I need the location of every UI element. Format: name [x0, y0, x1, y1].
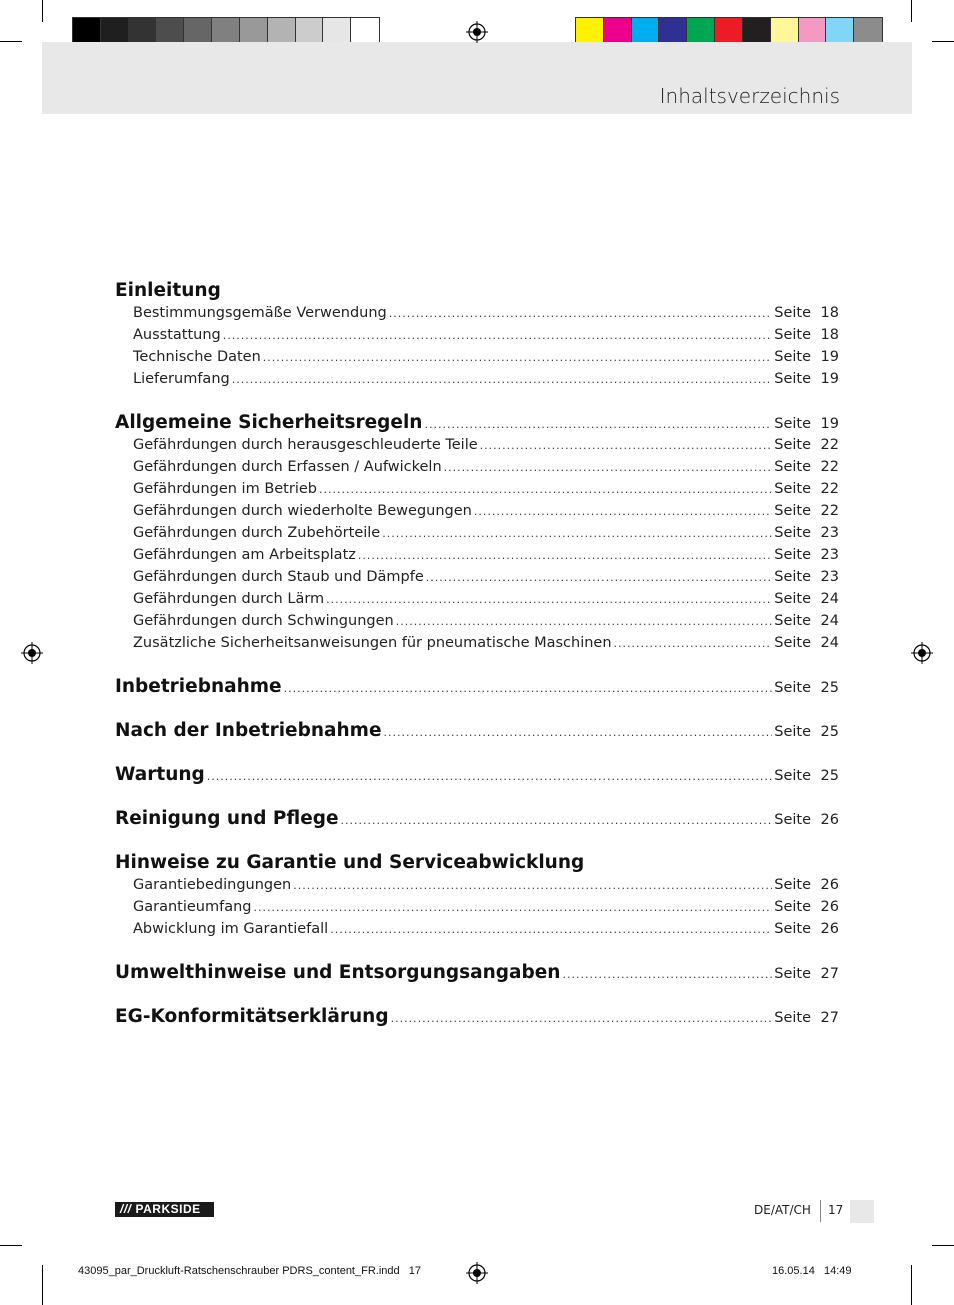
dot-leader — [444, 457, 773, 479]
dot-leader — [384, 722, 773, 744]
page-label: Seite — [774, 680, 811, 696]
page-reference — [774, 346, 839, 368]
page-label: Seite — [774, 416, 811, 432]
entry-label: Ausstattung — [133, 327, 221, 343]
page-reference — [774, 544, 839, 566]
toc-section[interactable] — [115, 852, 839, 874]
section-title: Inbetriebnahme — [115, 676, 282, 697]
page-reference — [774, 765, 839, 787]
page-num: 25 — [820, 768, 839, 784]
toc-entry[interactable] — [115, 566, 839, 588]
page-label: Seite — [774, 877, 811, 893]
page-num: 23 — [820, 569, 839, 585]
toc-entry[interactable] — [115, 346, 839, 368]
entry-label: Gefährdungen durch Erfassen / Aufwickeln — [133, 459, 442, 475]
page-num: 24 — [820, 635, 839, 651]
entry-label: Garantiebedingungen — [133, 877, 292, 893]
page-num: 25 — [820, 724, 839, 740]
page-num: 18 — [820, 327, 839, 343]
crop-mark — [0, 41, 22, 42]
page-reference — [774, 610, 839, 632]
entry-label: Bestimmungsgemäße Verwendung — [133, 305, 387, 321]
toc-section[interactable] — [115, 808, 839, 830]
entry-label: Gefährdungen durch herausgeschleuderte Teile — [133, 437, 478, 453]
page-label: Seite — [774, 349, 811, 365]
section-title: Hinweise zu Garantie und Serviceabwicklung — [115, 852, 585, 873]
dot-leader — [207, 766, 772, 788]
toc-entry[interactable] — [115, 918, 839, 940]
dot-leader — [284, 678, 773, 700]
toc-section[interactable] — [115, 962, 839, 984]
page-number: 17 — [828, 1203, 844, 1217]
entry-label: Lieferumfang — [133, 371, 230, 387]
crop-mark — [0, 1245, 22, 1246]
toc-entry[interactable] — [115, 544, 839, 566]
page-label: Seite — [774, 503, 811, 519]
entry-label: Abwicklung im Garantiefall — [133, 921, 329, 937]
toc-entry[interactable] — [115, 368, 839, 390]
page-reference — [774, 874, 839, 896]
page-label: Seite — [774, 921, 811, 937]
table-of-contents — [115, 280, 839, 1028]
page-reference — [774, 896, 839, 918]
dot-leader — [319, 479, 772, 501]
dot-leader — [232, 369, 773, 391]
page-label: Seite — [774, 966, 811, 982]
slug-filename: 43095_par_Druckluft-Ratschenschrauber PDRS_content_FR.indd 17 — [78, 1265, 422, 1277]
slug-date: 16.05.14 14:49 — [772, 1265, 852, 1277]
dot-leader — [562, 964, 772, 986]
page-num: 19 — [820, 349, 839, 365]
toc-section[interactable] — [115, 764, 839, 786]
entry-label: Garantieumfang — [133, 899, 252, 915]
entry-label: Technische Daten — [133, 349, 261, 365]
dot-leader — [474, 501, 772, 523]
page-label: Seite — [774, 613, 811, 629]
page-label: Seite — [774, 899, 811, 915]
toc-section[interactable] — [115, 412, 839, 434]
toc-entry[interactable] — [115, 302, 839, 324]
toc-entry[interactable] — [115, 610, 839, 632]
page-label: Seite — [774, 437, 811, 453]
page-num: 18 — [820, 305, 839, 321]
toc-entry[interactable] — [115, 632, 839, 654]
dot-leader — [223, 325, 772, 347]
toc-section[interactable] — [115, 720, 839, 742]
crop-mark — [42, 1265, 43, 1305]
dot-leader — [389, 303, 772, 325]
section-title: Wartung — [115, 764, 205, 785]
toc-section[interactable] — [115, 1006, 839, 1028]
page-reference — [774, 434, 839, 456]
page-label: Seite — [774, 635, 811, 651]
dot-leader — [330, 919, 772, 941]
toc-entry[interactable] — [115, 522, 839, 544]
page-num: 24 — [820, 591, 839, 607]
page-num: 27 — [820, 966, 839, 982]
page-num: 22 — [820, 437, 839, 453]
entry-label: Gefährdungen am Arbeitsplatz — [133, 547, 356, 563]
page-num: 26 — [820, 812, 839, 828]
registration-mark-icon — [466, 21, 488, 43]
page-num: 26 — [820, 877, 839, 893]
page-reference — [774, 809, 839, 831]
brand-name: PARKSIDE — [135, 1202, 201, 1216]
page-tab-box — [850, 1200, 874, 1223]
page-num: 26 — [820, 921, 839, 937]
page-label: Seite — [774, 525, 811, 541]
page-num: 27 — [820, 1010, 839, 1026]
entry-label: Gefährdungen durch Schwingungen — [133, 613, 394, 629]
page-num: 24 — [820, 613, 839, 629]
toc-entry[interactable] — [115, 456, 839, 478]
page-reference — [774, 632, 839, 654]
page-reference — [774, 413, 839, 435]
entry-label: Gefährdungen durch Lärm — [133, 591, 325, 607]
page-label: Seite — [774, 812, 811, 828]
page-label: Seite — [774, 1010, 811, 1026]
toc-entry[interactable] — [115, 478, 839, 500]
registration-mark-icon — [466, 1262, 488, 1284]
section-title: Allgemeine Sicherheitsregeln — [115, 412, 423, 433]
section-title: Einleitung — [115, 280, 221, 301]
page-reference — [774, 566, 839, 588]
dot-leader — [480, 435, 773, 457]
page-title: Inhaltsverzeichnis — [659, 84, 840, 108]
crop-mark — [932, 1245, 954, 1246]
page-label: Seite — [774, 569, 811, 585]
page-reference — [774, 478, 839, 500]
page-num: 22 — [820, 481, 839, 497]
dot-leader — [293, 875, 772, 897]
entry-label: Gefährdungen im Betrieb — [133, 481, 317, 497]
page-num: 25 — [820, 680, 839, 696]
section-title: EG-Konformitätserklärung — [115, 1006, 389, 1027]
page-reference — [774, 677, 839, 699]
page-num: 19 — [820, 416, 839, 432]
page-reference — [774, 324, 839, 346]
section-title: Nach der Inbetriebnahme — [115, 720, 382, 741]
page-reference — [774, 522, 839, 544]
page-reference — [774, 588, 839, 610]
crop-mark — [932, 41, 954, 42]
dot-leader — [424, 414, 772, 436]
page-label: Seite — [774, 327, 811, 343]
page-num: 22 — [820, 459, 839, 475]
toc-section[interactable] — [115, 280, 839, 302]
registration-mark-icon — [21, 642, 43, 664]
registration-mark-icon — [911, 642, 933, 664]
dot-leader — [382, 523, 772, 545]
toc-entry[interactable] — [115, 434, 839, 456]
dot-leader — [396, 611, 773, 633]
page-reference — [774, 302, 839, 324]
dot-leader — [263, 347, 772, 369]
page-num: 23 — [820, 547, 839, 563]
page-reference — [774, 368, 839, 390]
page-num: 26 — [820, 899, 839, 915]
page-label: Seite — [774, 481, 811, 497]
crop-mark — [911, 1265, 912, 1305]
toc-section[interactable] — [115, 676, 839, 698]
page-label: Seite — [774, 724, 811, 740]
entry-label: Gefährdungen durch wiederholte Bewegungen — [133, 503, 472, 519]
crop-mark — [911, 0, 912, 22]
dot-leader — [326, 589, 772, 611]
toc-entry[interactable] — [115, 874, 839, 896]
dot-leader — [341, 810, 773, 832]
section-title: Reinigung und Pflege — [115, 808, 339, 829]
page-label: Seite — [774, 591, 811, 607]
entry-label: Gefährdungen durch Staub und Dämpfe — [133, 569, 424, 585]
dot-leader — [254, 897, 773, 919]
dot-leader — [426, 567, 772, 589]
page-label: Seite — [774, 305, 811, 321]
parkside-logo — [115, 1202, 214, 1217]
page-label: Seite — [774, 371, 811, 387]
page-reference — [774, 1007, 839, 1029]
brand-stripes: /// — [120, 1202, 132, 1216]
page-label: Seite — [774, 459, 811, 475]
dot-leader — [358, 545, 772, 567]
dot-leader — [391, 1008, 773, 1030]
page-reference — [774, 721, 839, 743]
page-num: 23 — [820, 525, 839, 541]
footer-divider — [820, 1200, 821, 1222]
entry-label: Gefährdungen durch Zubehörteile — [133, 525, 381, 541]
dot-leader — [614, 633, 773, 655]
page-num: 22 — [820, 503, 839, 519]
toc-entry[interactable] — [115, 324, 839, 346]
crop-mark — [42, 0, 43, 22]
page-reference — [774, 500, 839, 522]
page-reference — [774, 456, 839, 478]
page-label: Seite — [774, 768, 811, 784]
entry-label: Zusätzliche Sicherheitsanweisungen für pneumatische Maschinen — [133, 635, 612, 651]
toc-entry[interactable] — [115, 500, 839, 522]
toc-entry[interactable] — [115, 588, 839, 610]
page-num: 19 — [820, 371, 839, 387]
page-reference — [774, 918, 839, 940]
country-codes: DE/AT/CH — [754, 1203, 811, 1217]
page-reference — [774, 963, 839, 985]
page-label: Seite — [774, 547, 811, 563]
section-title: Umwelthinweise und Entsorgungsangaben — [115, 962, 561, 983]
toc-entry[interactable] — [115, 896, 839, 918]
